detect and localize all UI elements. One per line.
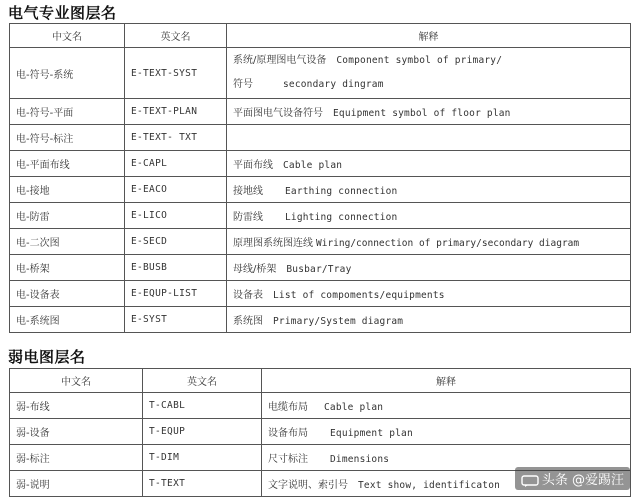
desc-en: Earthing connection bbox=[285, 186, 398, 197]
desc-cn: 系统图 bbox=[233, 316, 263, 327]
table-row bbox=[10, 307, 631, 333]
desc-cn: 平面布线 bbox=[233, 160, 273, 171]
strong-layer-table bbox=[9, 23, 631, 333]
cell-cn: 弱-设备 bbox=[10, 419, 143, 445]
cell-cn: 电-接地 bbox=[10, 177, 125, 203]
header-cn: 中文名 bbox=[10, 24, 125, 48]
desc-cn: 防雷线 bbox=[233, 212, 263, 223]
cell-desc bbox=[227, 229, 631, 255]
desc-en: Equipment symbol of floor plan bbox=[333, 108, 511, 119]
desc-en: List of compoments/equipments bbox=[273, 290, 445, 301]
cell-desc bbox=[227, 255, 631, 281]
table-row bbox=[10, 229, 631, 255]
desc-en: Equipment plan bbox=[330, 428, 413, 439]
cell-desc bbox=[227, 281, 631, 307]
table-row bbox=[10, 177, 631, 203]
table-row bbox=[10, 151, 631, 177]
desc-en: Cable plan bbox=[324, 402, 384, 413]
cell-en: T-TEXT bbox=[143, 471, 262, 497]
cell-en: E-SECD bbox=[125, 229, 227, 255]
cell-en: T-CABL bbox=[143, 393, 262, 419]
desc-en: Cable plan bbox=[283, 160, 343, 171]
table-row bbox=[10, 281, 631, 307]
cell-en: T-DIM bbox=[143, 445, 262, 471]
desc-cn: 设备布局 bbox=[268, 428, 308, 439]
desc-cn: 设备表 bbox=[233, 290, 263, 301]
desc-cn: 文字说明、索引号 bbox=[268, 480, 348, 491]
cell-desc bbox=[227, 177, 631, 203]
cell-cn: 电-二次图 bbox=[10, 229, 125, 255]
cell-en: T-EQUP bbox=[143, 419, 262, 445]
cell-en: E-CAPL bbox=[125, 151, 227, 177]
cell-cn: 电-符号-标注 bbox=[10, 125, 125, 151]
header-en: 英文名 bbox=[125, 24, 227, 48]
desc-en: Wiring/connection of primary/secondary diagram bbox=[316, 238, 580, 249]
desc-cn: 尺寸标注 bbox=[268, 454, 308, 465]
desc-en-2: secondary dingram bbox=[283, 79, 384, 90]
watermark bbox=[515, 467, 630, 490]
cell-cn: 弱-布线 bbox=[10, 393, 143, 419]
desc-en: Primary/System diagram bbox=[273, 316, 404, 327]
table-header-row bbox=[10, 24, 631, 48]
cell-desc bbox=[227, 203, 631, 229]
table-row bbox=[10, 393, 631, 419]
cell-en: E-TEXT-PLAN bbox=[125, 99, 227, 125]
section-title-strong: 电气专业图层名 bbox=[8, 4, 117, 22]
cell-desc bbox=[262, 393, 631, 419]
desc-en: Component symbol of primary/ bbox=[336, 55, 503, 66]
desc-en: Dimensions bbox=[330, 454, 390, 465]
cell-desc bbox=[227, 99, 631, 125]
header-en: 英文名 bbox=[143, 369, 262, 393]
table-row bbox=[10, 125, 631, 151]
desc-cn: 系统/原理图电气设备 bbox=[233, 55, 327, 66]
desc-cn: 接地线 bbox=[233, 186, 263, 197]
cell-cn: 电-符号-平面 bbox=[10, 99, 125, 125]
cell-cn: 电-桥架 bbox=[10, 255, 125, 281]
table-row bbox=[10, 203, 631, 229]
chat-bubble-icon bbox=[521, 475, 539, 487]
cell-desc bbox=[227, 125, 631, 151]
cell-cn: 弱-标注 bbox=[10, 445, 143, 471]
table-header-row bbox=[10, 369, 631, 393]
desc-cn: 母线/桥架 bbox=[233, 264, 277, 275]
cell-en: E-BUSB bbox=[125, 255, 227, 281]
section-title-weak: 弱电图层名 bbox=[8, 348, 86, 366]
desc-cn: 原理图系统图连线 bbox=[233, 238, 313, 249]
cell-en: E-EQUP-LIST bbox=[125, 281, 227, 307]
cell-cn: 电-平面布线 bbox=[10, 151, 125, 177]
cell-en: E-LICO bbox=[125, 203, 227, 229]
table-row bbox=[10, 99, 631, 125]
header-desc: 解释 bbox=[262, 369, 631, 393]
desc-cn-2: 符号 bbox=[233, 79, 253, 90]
table-row bbox=[10, 419, 631, 445]
desc-cn: 电缆布局 bbox=[268, 402, 308, 413]
cell-desc bbox=[227, 307, 631, 333]
cell-cn: 电-设备表 bbox=[10, 281, 125, 307]
header-desc: 解释 bbox=[227, 24, 631, 48]
desc-en: Text show, identificaton bbox=[358, 480, 501, 491]
cell-cn: 弱-说明 bbox=[10, 471, 143, 497]
desc-cn: 平面图电气设备符号 bbox=[233, 108, 323, 119]
table-row bbox=[10, 48, 631, 99]
cell-en: E-SYST bbox=[125, 307, 227, 333]
cell-desc bbox=[227, 48, 631, 99]
desc-en: Busbar/Tray bbox=[286, 264, 352, 275]
cell-desc bbox=[227, 151, 631, 177]
cell-en: E-TEXT-SYST bbox=[125, 48, 227, 99]
watermark-text: 头条 @爱踢汪 bbox=[541, 473, 624, 488]
cell-cn: 电-防雷 bbox=[10, 203, 125, 229]
cell-cn: 电-符号-系统 bbox=[10, 48, 125, 99]
cell-en: E-EACO bbox=[125, 177, 227, 203]
cell-desc bbox=[262, 419, 631, 445]
table-row bbox=[10, 255, 631, 281]
cell-cn: 电-系统图 bbox=[10, 307, 125, 333]
cell-en: E-TEXT- TXT bbox=[125, 125, 227, 151]
desc-en: Lighting connection bbox=[285, 212, 398, 223]
header-cn: 中文名 bbox=[10, 369, 143, 393]
